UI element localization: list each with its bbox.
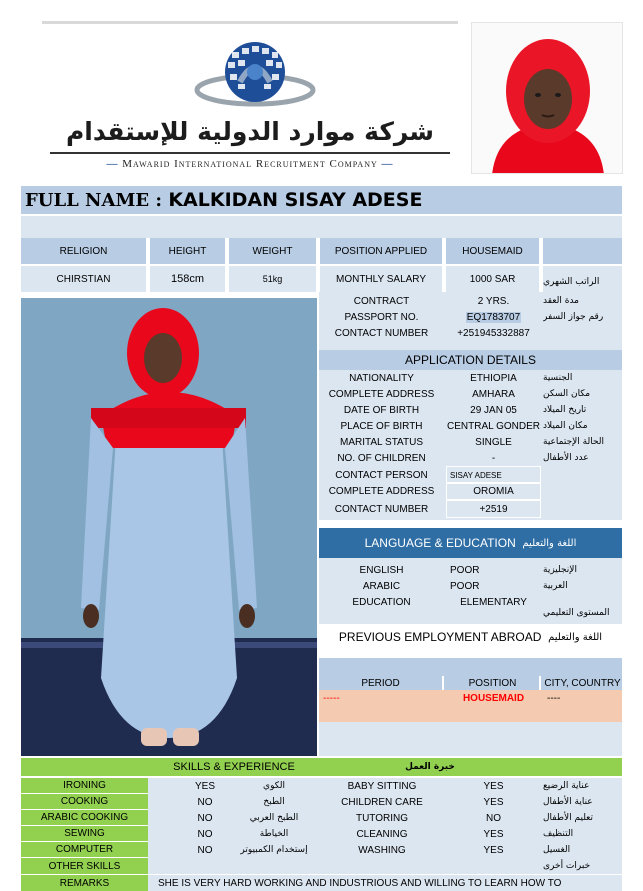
employment-header-city: CITY, COUNTRY — [544, 677, 621, 689]
language-row-value: ELEMENTARY — [460, 596, 527, 608]
app-row-arabic: تاريخ الميلاد — [543, 405, 587, 415]
language-row-label: ARABIC — [362, 580, 401, 592]
app-row-value: AMHARA — [472, 388, 515, 400]
previous-employment-title-ar: اللغة والتعليم — [548, 631, 603, 643]
full-name-label: FULL NAME : — [25, 189, 163, 211]
skill-right-arabic: عناية الأطفال — [543, 797, 593, 807]
remarks-label: REMARKS — [21, 875, 148, 891]
passport-arabic: رقم جواز السفر — [543, 312, 604, 322]
header-top-rule — [42, 21, 458, 24]
skill-right-label: CLEANING — [356, 828, 408, 840]
app-row-value: +2519 — [479, 503, 508, 515]
app-row-value: OROMIA — [473, 485, 514, 497]
app-row-value: 29 JAN 05 — [470, 404, 517, 416]
skill-right-label: WASHING — [358, 844, 406, 856]
app-row-value: CENTRAL GONDER — [447, 420, 540, 432]
skill-right-value: NO — [486, 812, 501, 824]
skill-left-label: SEWING — [21, 826, 148, 842]
skill-right-arabic: الغسيل — [543, 845, 571, 855]
app-row-arabic — [543, 500, 622, 518]
skill-right-value: YES — [483, 844, 504, 856]
skill-right-arabic: التنظيف — [543, 829, 574, 839]
app-row-value: - — [491, 452, 496, 464]
skill-left-arabic: إستخدام الكمبيوتر — [240, 845, 308, 855]
portrait-person-icon — [472, 23, 623, 174]
skill-right-arabic: تعليم الأطفال — [543, 813, 594, 823]
skill-left-arabic: الخياطة — [259, 829, 289, 839]
skill-left-label: IRONING — [21, 778, 148, 794]
passport-label: PASSPORT NO. — [344, 311, 419, 323]
skill-right-value: YES — [483, 828, 504, 840]
contact-number-label: CONTACT NUMBER — [334, 327, 429, 339]
height-value: 158cm — [150, 266, 227, 292]
app-row-value: SISAY ADESE — [450, 470, 502, 480]
contract-arabic: مدة العقد — [543, 296, 579, 306]
app-row-label: NATIONALITY — [349, 372, 414, 384]
language-education-title — [319, 528, 622, 558]
skill-left-label: COMPUTER — [21, 842, 148, 858]
language-row-value: POOR — [450, 580, 480, 592]
company-name-english-text: Mawarid International Recruitment Company — [122, 158, 378, 170]
skill-left-value: NO — [197, 796, 213, 808]
app-row-arabic: مكان السكن — [543, 389, 591, 399]
language-row-label: EDUCATION — [352, 596, 411, 608]
skills-title: SKILLS & EXPERIENCE — [173, 761, 295, 773]
language-row-arabic: المستوى التعليمي — [543, 608, 610, 618]
full-name-bar — [21, 186, 622, 214]
app-row-arabic — [543, 482, 622, 500]
app-row-arabic: عدد الأطفال — [543, 453, 589, 463]
monthly-salary-value: 1000 SAR — [446, 266, 541, 292]
employment-blank-row — [319, 722, 622, 756]
right-dash: — — [377, 158, 394, 170]
previous-employment-title — [319, 624, 622, 650]
other-skills-arabic: خبرات أخرى — [543, 861, 591, 871]
religion-value: CHIRSTIAN — [21, 266, 148, 292]
header-height: HEIGHT — [150, 238, 227, 264]
language-education-title-en: LANGUAGE & EDUCATION — [364, 536, 516, 550]
language-education-title-ar: اللغة والتعليم — [522, 537, 577, 549]
full-name-value: KALKIDAN SISAY ADESE — [168, 189, 423, 211]
portrait-photo — [471, 22, 623, 174]
skill-left-label: ARABIC COOKING — [21, 810, 148, 826]
header-religion: RELIGION — [21, 238, 148, 264]
employment-city: ---- — [547, 692, 561, 704]
spacer-row — [21, 216, 622, 238]
globe-logo-icon — [180, 32, 330, 122]
skill-right-arabic: عناية الرضيع — [543, 781, 590, 791]
contact-number-value: +251945332887 — [457, 327, 530, 339]
skill-left-value: YES — [194, 780, 215, 792]
app-row-value: ETHIOPIA — [470, 372, 517, 384]
company-logo — [42, 26, 458, 176]
skill-left-arabic: الكوي — [263, 781, 285, 791]
passport-value[interactable]: EQ1783707 — [466, 311, 521, 323]
app-row-label: CONTACT PERSON — [335, 469, 428, 481]
app-row-label: MARITAL STATUS — [340, 436, 423, 448]
header-position-applied: POSITION APPLIED — [320, 238, 444, 264]
app-row-label: NO. OF CHILDREN — [337, 452, 426, 464]
monthly-salary-label: MONTHLY SALARY — [320, 266, 444, 292]
skills-title-arabic: خبرة العمل — [405, 762, 455, 772]
app-row-label: COMPLETE ADDRESS — [328, 388, 435, 400]
skill-right-label: TUTORING — [355, 812, 409, 824]
language-row-arabic: الإنجليزية — [543, 565, 577, 575]
weight-value: 51kg — [229, 266, 318, 292]
header-blank — [543, 238, 622, 264]
application-details-title: APPLICATION DETAILS — [319, 350, 622, 370]
passport-value-cell — [446, 309, 541, 325]
header-position-value: HOUSEMAID — [446, 238, 541, 264]
skill-left-arabic: الطبخ — [263, 797, 285, 807]
language-row-arabic: العربية — [543, 581, 568, 591]
remarks-text: SHE IS VERY HARD WORKING AND INDUSTRIOUS AND WILLING TO LEARN HOW TO — [158, 877, 562, 889]
language-row-label: ENGLISH — [359, 564, 404, 576]
skill-left-value: NO — [197, 828, 213, 840]
other-skills-label: OTHER SKILLS — [21, 858, 148, 874]
app-row-label: CONTACT NUMBER — [334, 503, 429, 515]
company-name-english — [42, 156, 458, 172]
contract-value: 2 YRS. — [477, 295, 510, 307]
skill-right-label: CHILDREN CARE — [341, 796, 423, 808]
previous-employment-title-en: PREVIOUS EMPLOYMENT ABROAD — [338, 630, 542, 644]
skill-left-arabic: الطبخ العربي — [249, 813, 299, 823]
skill-left-label: COOKING — [21, 794, 148, 810]
skill-left-value: NO — [197, 844, 213, 856]
skill-right-value: YES — [483, 796, 504, 808]
skill-left-value: NO — [197, 812, 213, 824]
skill-right-value: YES — [483, 780, 504, 792]
full-body-person-icon — [21, 298, 317, 756]
app-row-arabic: الجنسية — [543, 373, 573, 383]
employment-header-position: POSITION — [446, 676, 541, 690]
employment-period: ----- — [323, 692, 340, 704]
header-weight: WEIGHT — [229, 238, 318, 264]
company-name-arabic: شركة موارد الدولية للإستقدام — [65, 116, 435, 146]
skill-right-label: BABY SITTING — [347, 780, 417, 792]
contract-label: CONTRACT — [353, 295, 410, 307]
full-body-photo — [21, 298, 317, 756]
employment-header-period: PERIOD — [319, 676, 444, 690]
app-row-arabic: الحالة الإجتماعية — [543, 437, 604, 447]
app-row-label: PLACE OF BIRTH — [340, 420, 423, 432]
monthly-salary-arabic: الراتب الشهري — [543, 266, 622, 292]
app-row-arabic: مكان الميلاد — [543, 421, 588, 431]
language-row-value: POOR — [450, 564, 480, 576]
app-row-value: SINGLE — [475, 436, 512, 448]
company-name-divider — [50, 152, 450, 154]
employment-position: HOUSEMAID — [462, 692, 525, 704]
app-row-label: COMPLETE ADDRESS — [328, 485, 435, 497]
app-row-label: DATE OF BIRTH — [343, 404, 420, 416]
left-dash: — — [106, 158, 123, 170]
